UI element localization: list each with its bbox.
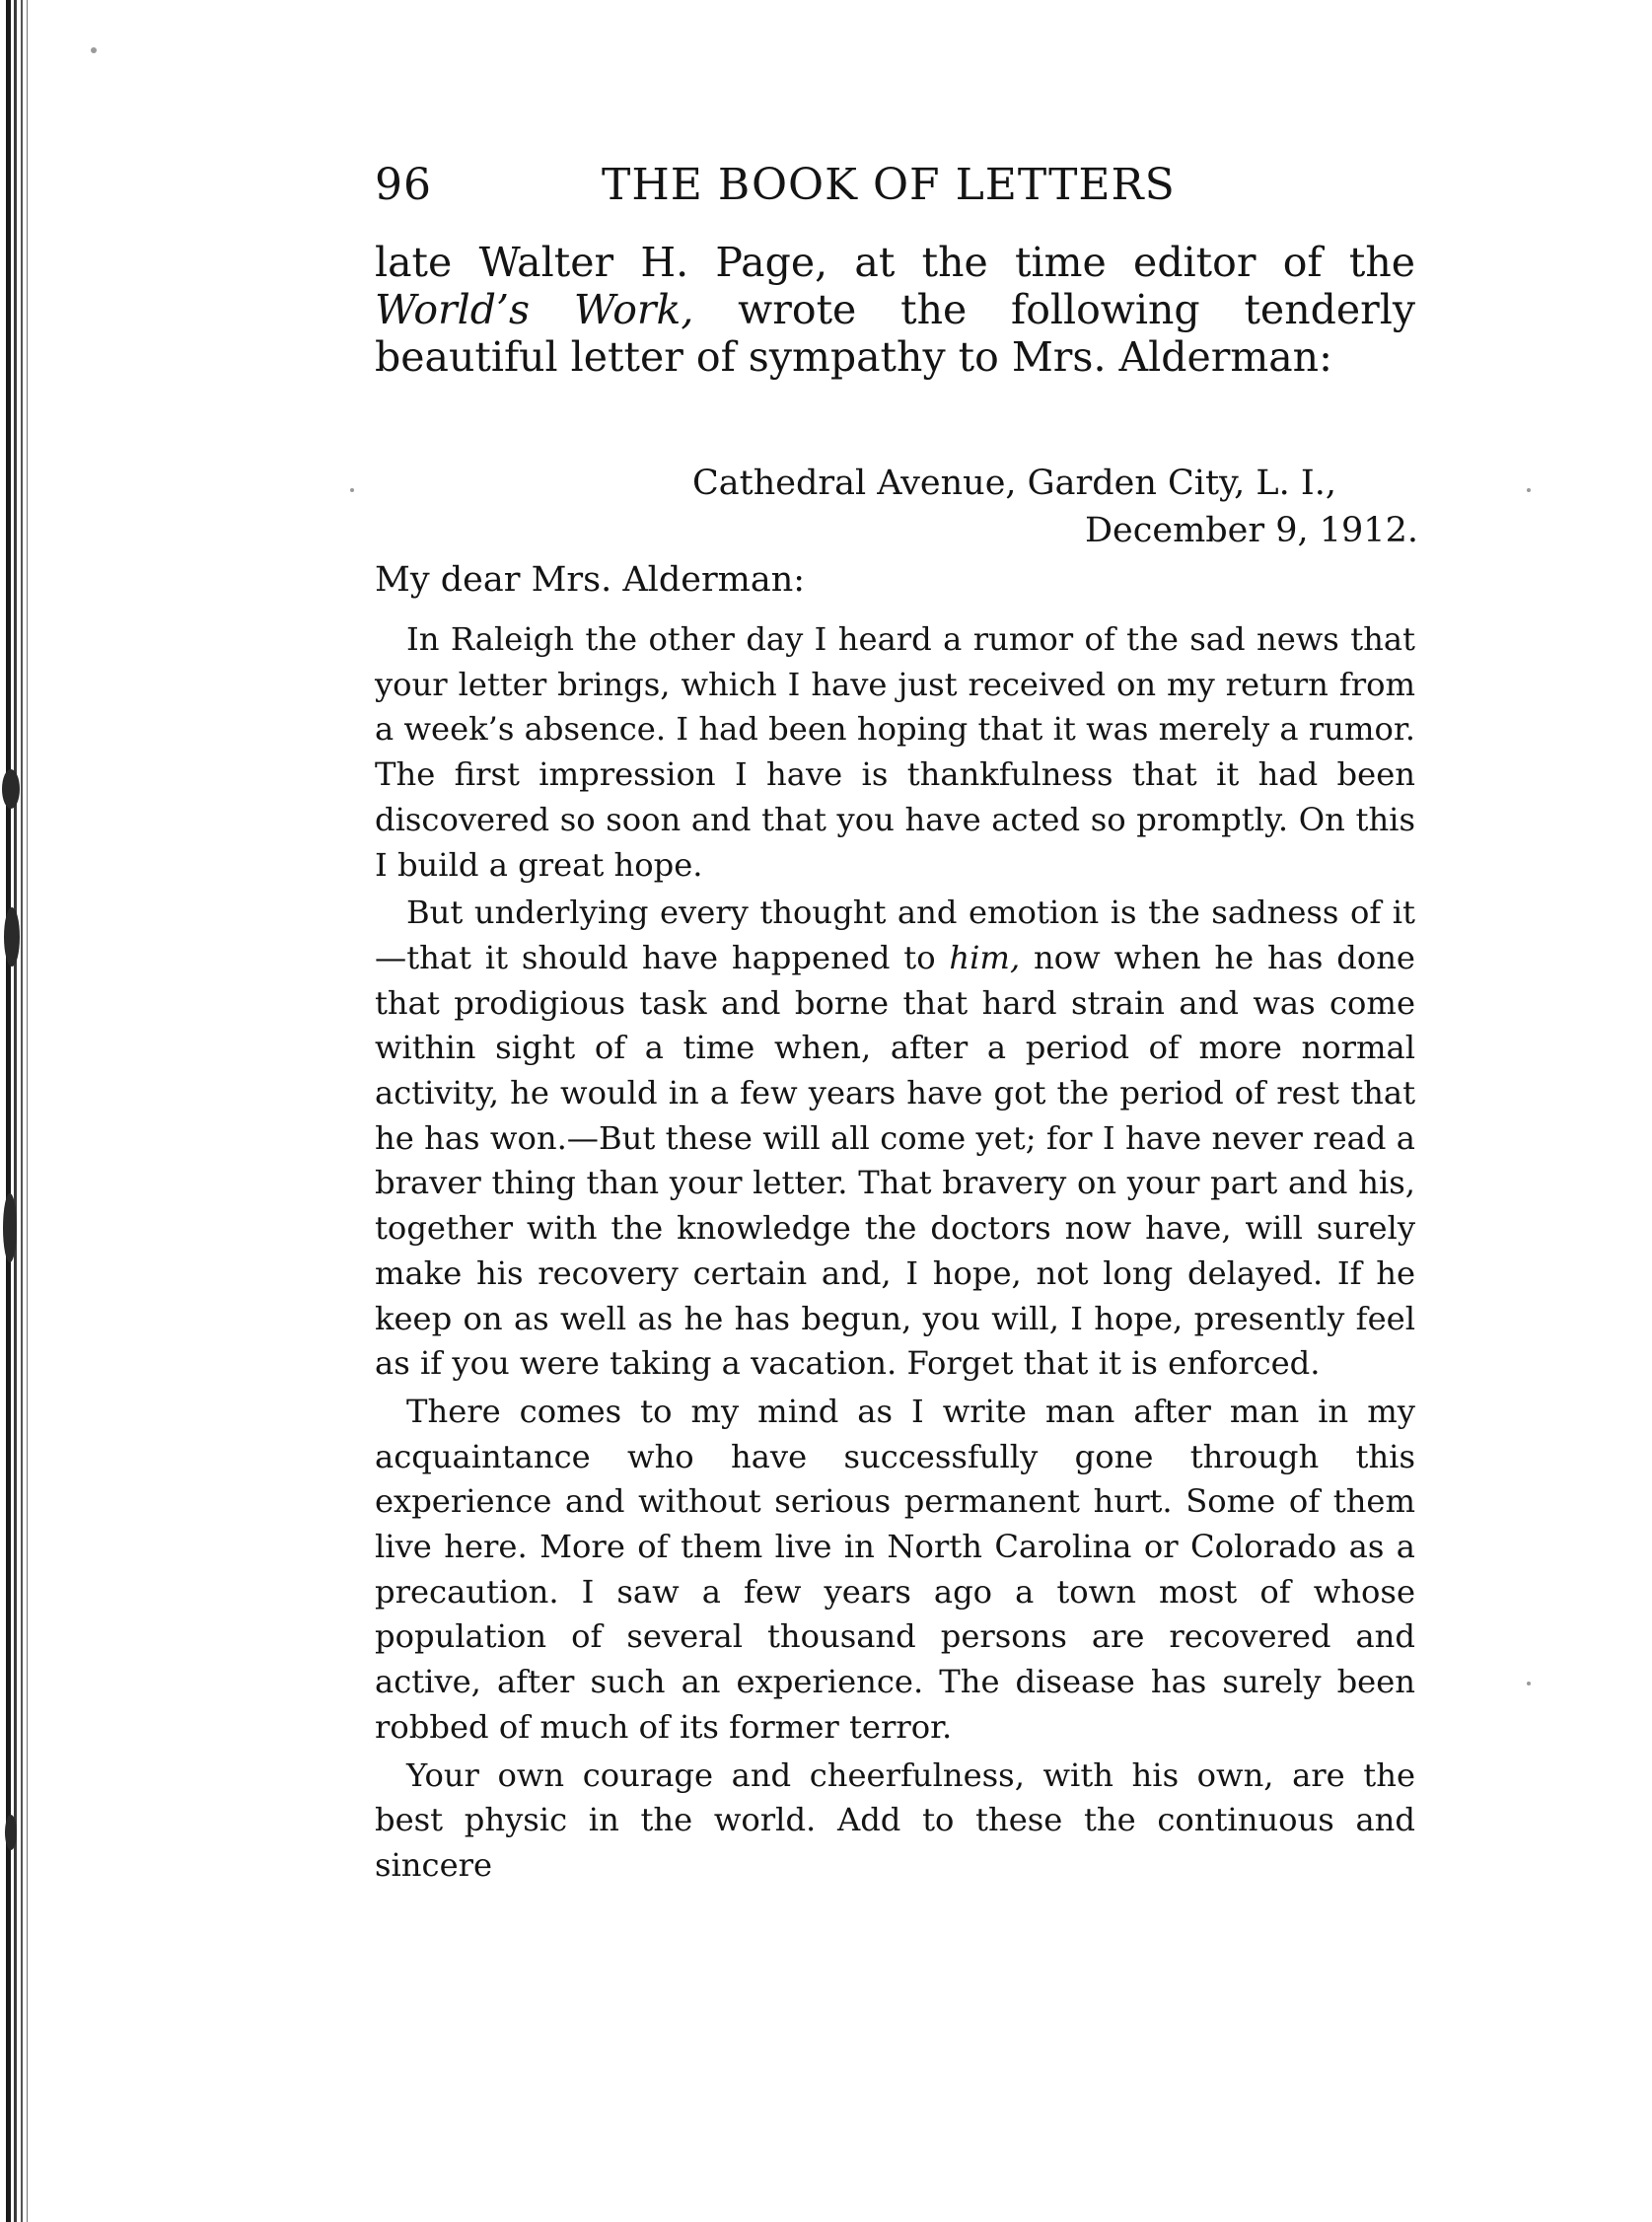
binding-shadow-line: [27, 0, 28, 2222]
letter-paragraph: In Raleigh the other day I heard a rumor of the sad news that your letter brings, which I have just received on my return from a week’s absence. I had been hoping that it was merely a rumor. The first impression I have is thankfulness that it had been discovered so soon and that you have acted so promptly. On this I build a great hope.: [375, 620, 1415, 884]
letter-address: Cathedral Avenue, Garden City, L. I.,: [692, 464, 1337, 503]
binding-shadow-line: [21, 0, 23, 2222]
letter-date: December 9, 1912.: [1085, 511, 1418, 550]
scanned-binding-edge: [0, 0, 61, 2222]
running-title: THE BOOK OF LETTERS: [602, 160, 1176, 210]
scan-speck: [1527, 1682, 1531, 1685]
intro-text-start: late Walter H. Page, at the time editor of the: [375, 239, 1415, 286]
scan-blot: [2, 769, 20, 809]
scan-blot: [5, 1815, 17, 1850]
scan-speck: [1527, 488, 1531, 492]
intro-paragraph: [375, 239, 1415, 381]
page-number: 96: [375, 160, 432, 210]
scan-speck: [91, 47, 97, 53]
scan-speck: [350, 488, 354, 492]
paragraph-text: now when he has done that prodigious task and borne that hard strain and was come within sight of a time when, after a period of more normal activity, he would in a few years have got the period of rest that he has won.—But these will all come yet; for I have never read a braver thing than your letter. That bravery on your part and his, together with the knowledge the doctors now have, will surely make his recovery certain and, I hope, not long delayed. If he keep on as well as he has begun, you will, I hope, presently feel as if you were taking a vacation. Forget that it is enforced.: [375, 938, 1415, 1383]
letter-salutation: My dear Mrs. Alderman:: [375, 560, 806, 600]
letter-paragraph: There comes to my mind as I write man after man in my acquaintance who have successfully gone through this experience and without serious permanent hurt. Some of them live here. More of them live in North Carolina or Colorado as a precaution. I saw a few years ago a town most of whose population of several thousand persons are recovered and active, after such an experience. The disease has surely been robbed of much of its former terror.: [375, 1392, 1415, 1746]
book-page: [375, 0, 1425, 2222]
binding-shadow-line: [14, 0, 17, 2222]
scan-blot: [4, 907, 20, 967]
letter-body: [375, 617, 1415, 1892]
letter-paragraph: [375, 891, 1415, 1387]
scan-blot: [3, 1193, 17, 1262]
page-header: [375, 160, 1425, 219]
letter-paragraph: Your own courage and cheerfulness, with his own, are the best physic in the world. Add to these the continuous and sincere: [375, 1756, 1415, 1884]
paragraph-text: But underlying every thought and emotion is the sadness of it —that it should have happened to: [375, 894, 1415, 976]
publication-title: World’s Work,: [375, 286, 694, 333]
intro-text-end: wrote the following tenderly beautiful letter of sympathy to Mrs. Alderman:: [375, 286, 1415, 381]
binding-shadow-line: [6, 0, 11, 2222]
emphasized-word: him,: [949, 938, 1021, 976]
